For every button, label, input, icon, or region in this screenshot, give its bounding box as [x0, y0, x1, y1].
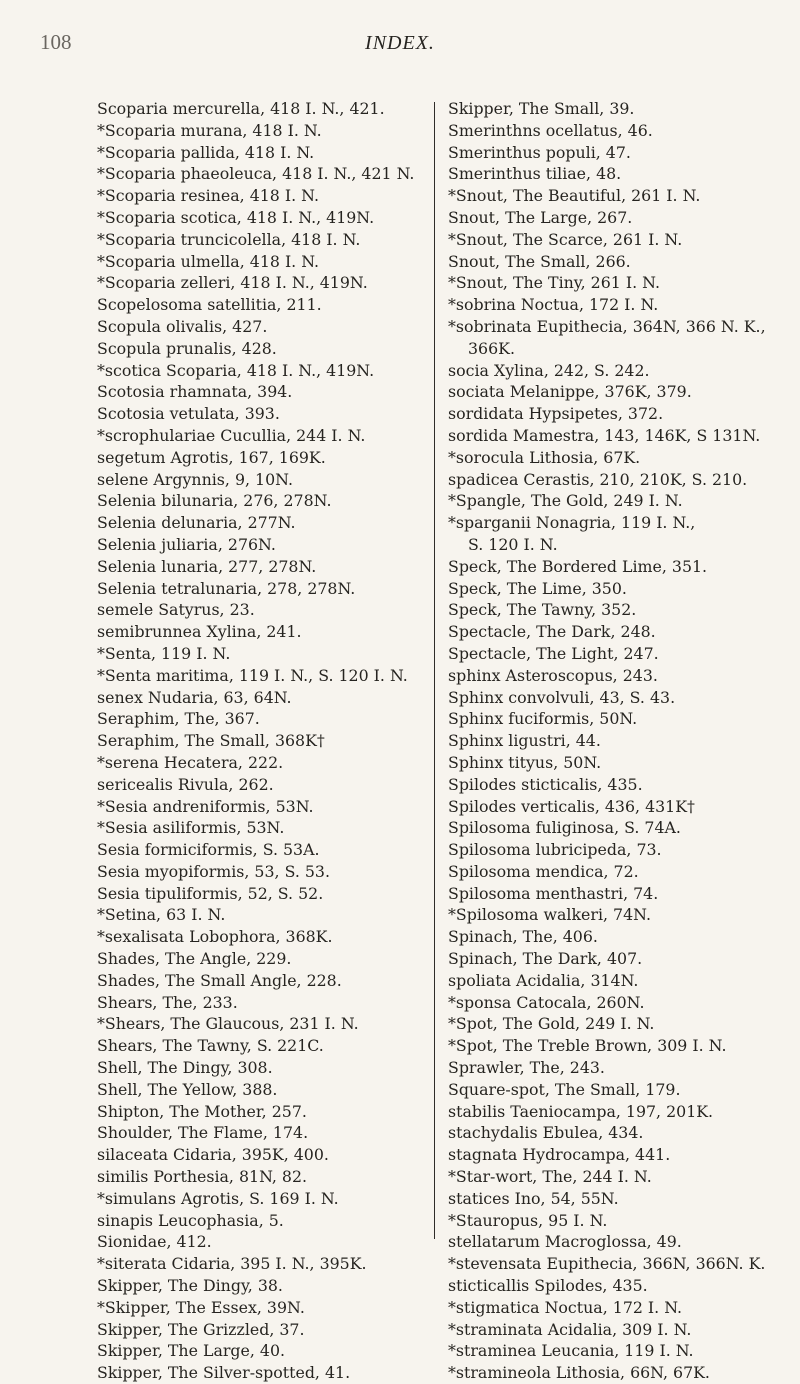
index-entry: *sponsa Catocala, 260N.	[448, 992, 645, 1012]
index-entry: *Spilosoma walkeri, 74N.	[448, 905, 651, 925]
index-entry: Spilosoma menthastri, 74.	[448, 883, 659, 903]
index-column-left	[97, 98, 427, 1384]
index-entry: Selenia delunaria, 277N.	[97, 513, 296, 533]
index-entry: *stigmatica Noctua, 172 I. N.	[448, 1297, 683, 1317]
index-entry: Sphinx ligustri, 44.	[448, 731, 601, 751]
index-entry: *Senta, 119 I. N.	[97, 643, 231, 663]
index-entry: S. 120 I. N.	[468, 534, 558, 554]
index-entry: *Sesia asiliformis, 53N.	[97, 818, 285, 838]
index-entry: similis Porthesia, 81N, 82.	[97, 1167, 308, 1187]
index-entry: Spilosoma fuliginosa, S. 74A.	[448, 818, 681, 838]
index-entry: silaceata Cidaria, 395K, 400.	[97, 1145, 329, 1165]
index-entry: Smerinthns ocellatus, 46.	[448, 120, 653, 140]
running-head: INDEX.	[365, 32, 435, 54]
index-entry: Speck, The Lime, 350.	[448, 578, 627, 598]
index-entry: *Scoparia scotica, 418 I. N., 419N.	[97, 207, 375, 227]
index-entry: Spinach, The, 406.	[448, 927, 598, 947]
index-entry: Sphinx fuciformis, 50N.	[448, 709, 638, 729]
index-entry: spoliata Acidalia, 314N.	[448, 970, 639, 990]
index-entry: Shears, The Tawny, S. 221C.	[97, 1036, 324, 1056]
index-entry: socia Xylina, 242, S. 242.	[448, 360, 650, 380]
index-entry: sordidata Hypsipetes, 372.	[448, 404, 664, 424]
index-entry: *Scoparia ulmella, 418 I. N.	[97, 251, 320, 271]
index-entry: Scopelosoma satellitia, 211.	[97, 295, 322, 315]
index-entry: selene Argynnis, 9, 10N.	[97, 469, 293, 489]
index-entry: 366K.	[468, 338, 515, 358]
index-entry: Selenia tetralunaria, 278, 278N.	[97, 578, 356, 598]
index-entry: Selenia bilunaria, 276, 278N.	[97, 491, 332, 511]
index-entry: *Spangle, The Gold, 249 I. N.	[448, 491, 683, 511]
index-entry: Scopula prunalis, 428.	[97, 338, 277, 358]
index-entry: Selenia lunaria, 277, 278N.	[97, 556, 317, 576]
index-entry: Speck, The Tawny, 352.	[448, 600, 637, 620]
index-entry: Smerinthus tiliae, 48.	[448, 164, 622, 184]
index-entry: Snout, The Small, 266.	[448, 251, 631, 271]
index-entry: stachydalis Ebulea, 434.	[448, 1123, 644, 1143]
index-entry: stagnata Hydrocampa, 441.	[448, 1145, 671, 1165]
index-entry: *Star-wort, The, 244 I. N.	[448, 1167, 652, 1187]
index-entry: *sorocula Lithosia, 67K.	[448, 447, 641, 467]
page-number: 108	[40, 30, 72, 54]
index-entry: Sesia tipuliformis, 52, S. 52.	[97, 883, 324, 903]
index-entry: *straminea Leucania, 119 I. N.	[448, 1341, 694, 1361]
index-entry: *scrophulariae Cucullia, 244 I. N.	[97, 425, 366, 445]
index-entry: Scotosia rhamnata, 394.	[97, 382, 293, 402]
index-entry: sericealis Rivula, 262.	[97, 774, 274, 794]
index-entry: semibrunnea Xylina, 241.	[97, 622, 302, 642]
index-entry: Smerinthus populi, 47.	[448, 142, 631, 162]
index-entry: Spectacle, The Dark, 248.	[448, 622, 656, 642]
index-entry: *straminata Acidalia, 309 I. N.	[448, 1319, 692, 1339]
index-entry: stabilis Taeniocampa, 197, 201K.	[448, 1101, 714, 1121]
index-entry: Skipper, The Large, 40.	[97, 1341, 286, 1361]
index-entry: sinapis Leucophasia, 5.	[97, 1210, 284, 1230]
index-entry: Sesia formiciformis, S. 53A.	[97, 840, 320, 860]
index-entry: *siterata Cidaria, 395 I. N., 395K.	[97, 1254, 367, 1274]
index-entry: Skipper, The Silver-spotted, 41.	[97, 1363, 351, 1383]
index-entry: *Scoparia zelleri, 418 I. N., 419N.	[97, 273, 368, 293]
index-entry: segetum Agrotis, 167, 169K.	[97, 447, 326, 467]
index-entry: semele Satyrus, 23.	[97, 600, 255, 620]
index-entry: Skipper, The Dingy, 38.	[97, 1276, 283, 1296]
index-entry: *Spot, The Gold, 249 I. N.	[448, 1014, 655, 1034]
index-entry: *stevensata Eupithecia, 366N, 366N. K.	[448, 1254, 766, 1274]
index-entry: Snout, The Large, 267.	[448, 207, 633, 227]
index-column-right	[448, 98, 783, 1384]
index-entry: Scopula olivalis, 427.	[97, 316, 268, 336]
index-entry: Scotosia vetulata, 393.	[97, 404, 280, 424]
index-entry: Scoparia mercurella, 418 I. N., 421.	[97, 99, 385, 118]
index-entry: *Snout, The Tiny, 261 I. N.	[448, 273, 660, 293]
index-entry: *Shears, The Glaucous, 231 I. N.	[97, 1014, 359, 1034]
index-entry: *Snout, The Beautiful, 261 I. N.	[448, 186, 701, 206]
index-entry: *sexalisata Lobophora, 368K.	[97, 927, 333, 947]
index-entry: sphinx Asteroscopus, 243.	[448, 665, 658, 685]
index-entry: *stramineola Lithosia, 66N, 67K.	[448, 1363, 710, 1383]
index-entry: Selenia juliaria, 276N.	[97, 534, 276, 554]
index-entry: *Snout, The Scarce, 261 I. N.	[448, 229, 683, 249]
index-entry: *sparganii Nonagria, 119 I. N.,	[448, 513, 696, 533]
index-entry: Spinach, The Dark, 407.	[448, 949, 643, 969]
index-entry: Skipper, The Grizzled, 37.	[97, 1319, 305, 1339]
index-entry: Sprawler, The, 243.	[448, 1058, 605, 1078]
index-entry: Shipton, The Mother, 257.	[97, 1101, 307, 1121]
index-entry: *serena Hecatera, 222.	[97, 752, 284, 772]
index-entry: sociata Melanippe, 376K, 379.	[448, 382, 692, 402]
index-entry: Sionidae, 412.	[97, 1232, 212, 1252]
index-entry: Spilodes verticalis, 436, 431K†	[448, 796, 695, 816]
index-entry: senex Nudaria, 63, 64N.	[97, 687, 292, 707]
index-entry: Spectacle, The Light, 247.	[448, 643, 659, 663]
index-entry: Skipper, The Small, 39.	[448, 99, 635, 118]
index-entry: *sobrina Noctua, 172 I. N.	[448, 295, 659, 315]
index-entry: *Scoparia phaeoleuca, 418 I. N., 421 N.	[97, 164, 415, 184]
index-entry: *Stauropus, 95 I. N.	[448, 1210, 608, 1230]
index-entry: Spilosoma mendica, 72.	[448, 861, 639, 881]
index-entry: Sesia myopiformis, 53, S. 53.	[97, 861, 331, 881]
index-entry: *scotica Scoparia, 418 I. N., 419N.	[97, 360, 375, 380]
index-entry: statices Ino, 54, 55N.	[448, 1188, 619, 1208]
index-entry: spadicea Cerastis, 210, 210K, S. 210.	[448, 469, 748, 489]
index-entry: *Scoparia resinea, 418 I. N.	[97, 186, 319, 206]
index-entry: stellatarum Macroglossa, 49.	[448, 1232, 682, 1252]
index-entry: Spilodes sticticalis, 435.	[448, 774, 643, 794]
index-entry: *Scoparia murana, 418 I. N.	[97, 120, 322, 140]
index-entry: Shoulder, The Flame, 174.	[97, 1123, 309, 1143]
index-entry: Shades, The Angle, 229.	[97, 949, 292, 969]
index-entry: Spilosoma lubricipeda, 73.	[448, 840, 662, 860]
column-divider	[434, 102, 435, 1239]
index-entry: *Sesia andreniformis, 53N.	[97, 796, 314, 816]
index-entry: Seraphim, The, 367.	[97, 709, 260, 729]
index-entry: Shell, The Yellow, 388.	[97, 1079, 278, 1099]
index-entry: Seraphim, The Small, 368K†	[97, 731, 325, 751]
index-entry: *Scoparia pallida, 418 I. N.	[97, 142, 315, 162]
index-entry: *Setina, 63 I. N.	[97, 905, 226, 925]
index-entry: *Senta maritima, 119 I. N., S. 120 I. N.	[97, 665, 408, 685]
index-entry: *Spot, The Treble Brown, 309 I. N.	[448, 1036, 727, 1056]
index-entry: *Skipper, The Essex, 39N.	[97, 1297, 305, 1317]
index-entry: Shears, The, 233.	[97, 992, 238, 1012]
index-entry: Shell, The Dingy, 308.	[97, 1058, 273, 1078]
index-entry: sticticallis Spilodes, 435.	[448, 1276, 648, 1296]
index-entry: *simulans Agrotis, S. 169 I. N.	[97, 1188, 339, 1208]
index-entry: Shades, The Small Angle, 228.	[97, 970, 342, 990]
index-entry: sordida Mamestra, 143, 146K, S 131N.	[448, 425, 761, 445]
index-entry: Sphinx tityus, 50N.	[448, 752, 602, 772]
index-entry: *Scoparia truncicolella, 418 I. N.	[97, 229, 361, 249]
index-entry: *sobrinata Eupithecia, 364N, 366 N. K.,	[448, 316, 766, 336]
index-entry: Sphinx convolvuli, 43, S. 43.	[448, 687, 676, 707]
index-entry: Speck, The Bordered Lime, 351.	[448, 556, 708, 576]
index-entry: Square-spot, The Small, 179.	[448, 1079, 681, 1099]
